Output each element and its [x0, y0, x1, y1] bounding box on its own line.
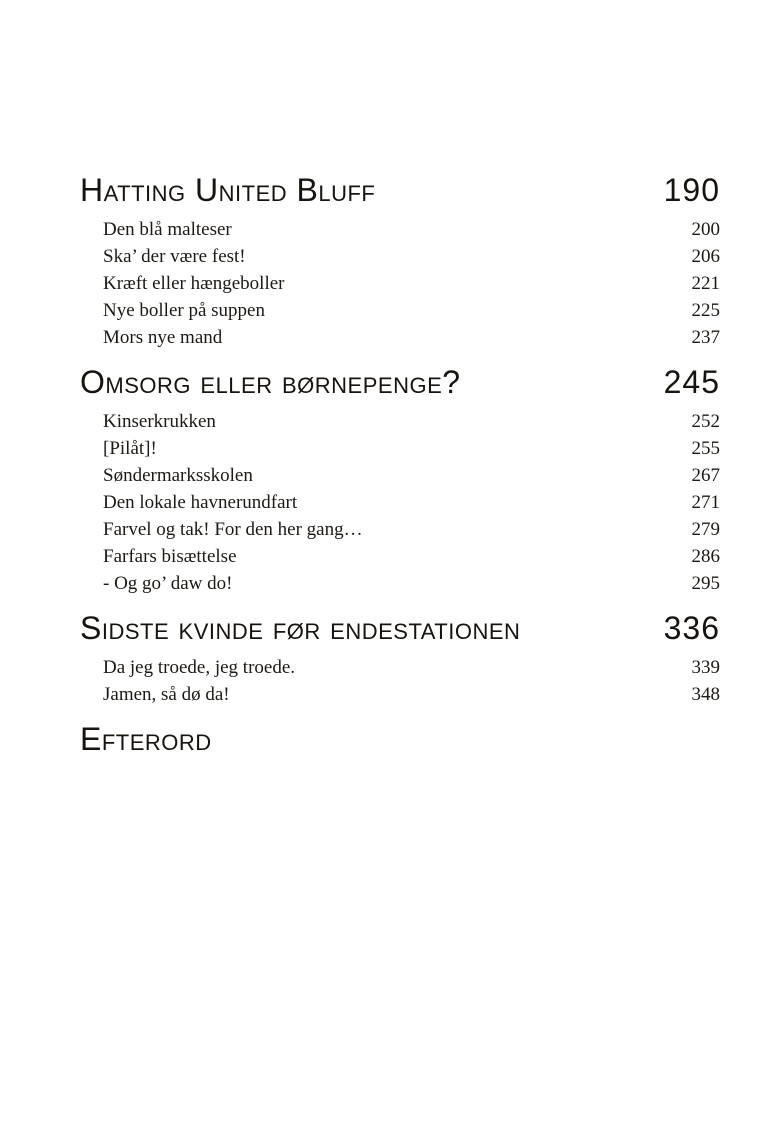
table-of-contents	[80, 172, 720, 765]
section-page-number: 190	[663, 172, 720, 208]
entry-page-number: 237	[691, 327, 720, 348]
entry-title: Kræft eller hængeboller	[103, 273, 285, 294]
entry-page-number: 339	[691, 657, 720, 678]
entry-page-number: 206	[691, 246, 720, 267]
toc-entry	[80, 516, 720, 543]
entry-title: Søndermarksskolen	[103, 465, 253, 486]
entry-title: Farvel og tak! For den her gang…	[103, 519, 363, 540]
entry-title: Farfars bisættelse	[103, 546, 237, 567]
entry-title: Ska’ der være fest!	[103, 246, 246, 267]
section-title: Efterord	[80, 721, 212, 757]
entry-page-number: 221	[691, 273, 720, 294]
entry-page-number: 252	[691, 411, 720, 432]
entry-page-number: 348	[691, 684, 720, 705]
toc-section-heading	[80, 364, 720, 400]
entry-page-number: 200	[691, 219, 720, 240]
toc-section	[80, 364, 720, 597]
toc-section	[80, 610, 720, 708]
toc-section	[80, 172, 720, 351]
entry-page-number: 271	[691, 492, 720, 513]
section-title: Omsorg eller børnepenge?	[80, 364, 461, 400]
toc-section-heading	[80, 172, 720, 208]
toc-entry	[80, 408, 720, 435]
entry-page-number: 295	[691, 573, 720, 594]
toc-entry	[80, 297, 720, 324]
toc-section	[80, 721, 720, 757]
entry-page-number: 267	[691, 465, 720, 486]
toc-entry	[80, 681, 720, 708]
toc-entry	[80, 489, 720, 516]
entry-title: Nye boller på suppen	[103, 300, 265, 321]
toc-section-heading	[80, 610, 720, 646]
toc-section-heading	[80, 721, 720, 757]
toc-entry	[80, 216, 720, 243]
section-title: Sidste kvinde før endestationen	[80, 610, 521, 646]
entry-page-number: 279	[691, 519, 720, 540]
entry-page-number: 286	[691, 546, 720, 567]
entry-page-number: 255	[691, 438, 720, 459]
toc-entry	[80, 435, 720, 462]
entry-title: Da jeg troede, jeg troede.	[103, 657, 296, 678]
entry-page-number: 225	[691, 300, 720, 321]
toc-entry	[80, 543, 720, 570]
section-page-number: 245	[663, 364, 720, 400]
entry-title: Den blå malteser	[103, 219, 232, 240]
entry-title: Kinserkrukken	[103, 411, 216, 432]
entry-title: [Pilåt]!	[103, 438, 157, 459]
section-page-number: 336	[663, 610, 720, 646]
entry-title: Jamen, så dø da!	[103, 684, 230, 705]
entry-title: - Og go’ daw do!	[103, 573, 233, 594]
toc-entry	[80, 570, 720, 597]
toc-entry	[80, 462, 720, 489]
toc-entry	[80, 324, 720, 351]
toc-entry	[80, 654, 720, 681]
entry-title: Mors nye mand	[103, 327, 223, 348]
entry-title: Den lokale havnerundfart	[103, 492, 298, 513]
toc-entry	[80, 270, 720, 297]
toc-entry	[80, 243, 720, 270]
section-title: Hatting United Bluff	[80, 172, 376, 208]
